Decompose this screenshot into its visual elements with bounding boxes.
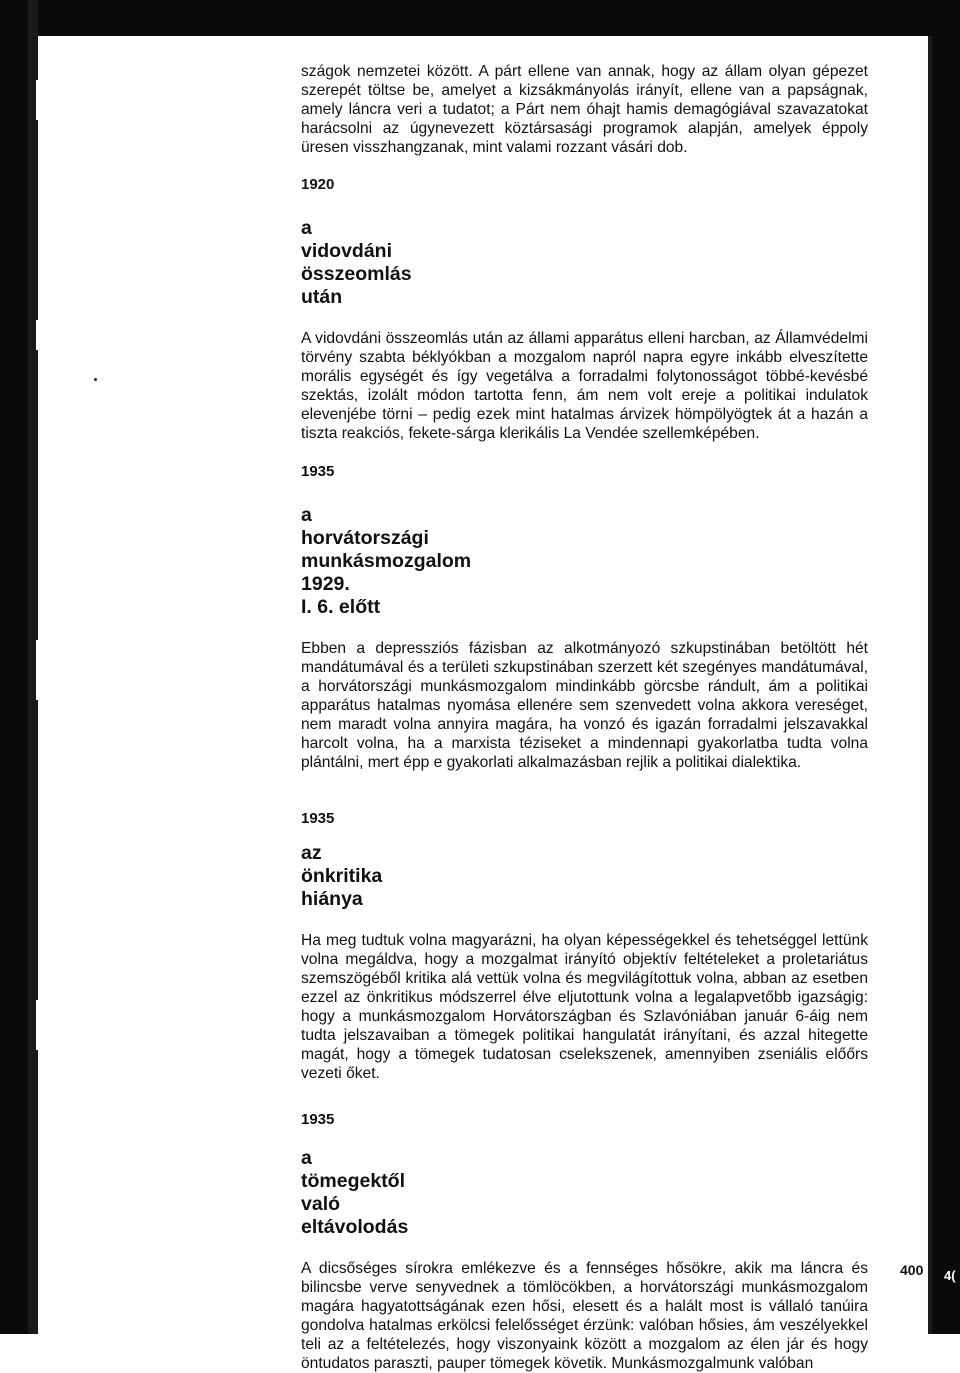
title-line: hiánya [301,888,363,910]
title-line: önkritika [301,865,383,887]
section-year: 1935 [301,1111,335,1128]
section-year: 1935 [301,810,335,827]
intro-paragraph: szágok nemzetei között. A párt ellene van annak, hogy az állam olyan gépezet szerepét töltse be, amelyet a kizsákmányolás irányít, ellene van a papságnak, amely láncra veri a tudatot; a Párt nem óhajt hamis demagógiával szavazatokat harácsolni az úgynevezett köztársasági programok alapján, amelyek éppoly üresen visszhangzanak, mint valami rozzant vásári dob. [301,63,868,156]
section-title [301,1147,868,1239]
title-line: horvátországi [301,527,429,549]
title-line: a [301,504,312,526]
title-line: 1929. [301,573,350,595]
section-body: Ha meg tudtuk volna magyarázni, ha olyan képességekkel és tehetséggel lettünk volna megáldva, hogy a mozgalmat irányító objektív feltételeket a proletariátus szemszögéből kritika alá vettük volna és megvilágítottuk volna, abban az esetben ezzel az önkritikus módszerrel élve eljutottunk volna a legalapvetőbb igazságig: hogy a munkásmozgalom Horvátországban és Szlavóniában január 6-áig nem tudta jelszavaiban a tömegek politikai hangulatát irányítani, és azzal hitegette magát, hogy a tömegek tudatosan cselekszenek, amennyiben zseniális előőrs vezeti őket. [301,932,868,1082]
section-body: Ebben a depressziós fázisban az alkotmányozó szkupstinában betöltött hét mandátumával és a területi szkupstinában szerzett két szegényes mandátumával, a horvátországi munkásmozgalom mindinkább görcsbe rándult, ám a politikai apparátus hatalmas nyomása ellenére sem szenvedett volna akkora vereséget, nem maradt volna annyira magára, ha vonzó és igazán forradalmi jelszavakkal harcolt volna, ha a marxista téziseket a mindennapi gyakorlatba tudta volna plántálni, mert épp e gyakorlati alkalmazásban rejlik a politikai dialektika. [301,640,868,771]
title-line: a [301,1147,312,1169]
scan-notch [36,320,42,350]
text-column [301,62,868,1373]
title-line: a [301,217,312,239]
title-line: való [301,1193,341,1215]
section-body: A dicsőséges sírokra emlékezve és a fennséges hősökre, akik ma láncra és bilincsbe verve senyvednek a tömlöcökben, a horvátországi munkásmozgalom magára hagyatottságának ezen hősi, elesett és a halált most is vállaló tanúira gondolva hatalmas erkölcsi felelősséget érzünk: valóban hősies, ám veszélyekkel teli az a feltételezés, hogy viszonyaink között a mozgalom az élen jár és hogy öntudatos paraszti, pauper tömegek követik. Munkásmozgalmunk valóban [301,1260,868,1372]
page-fold-line [928,36,932,1334]
scan-notch [36,80,42,120]
section-title [301,842,868,911]
section-year: 1935 [301,463,335,480]
title-line: tömegektől [301,1170,406,1192]
section-title [301,504,868,619]
title-line: I. 6. előtt [301,596,381,618]
section-body: A vidovdáni összeomlás után az állami apparátus elleni harcban, az Államvédelmi törvény szabta béklyókban a mozgalom napról napra egyre inkább elveszítette morális egységét és így vegetálva a forradalmi folytonosságot többé-kevésbé szektás, izolált módon tartotta fenn, ám nem volt ereje a politikai indulatok elevenjébe törni – pedig ezek mint hatalmas árvizek hömpölyögtek át a hazán a tiszta reakciós, fekete-sárga klerikális La Vendée szellemképében. [301,330,868,442]
scan-notch [36,640,42,700]
section-year: 1920 [301,176,335,193]
page-number: 400 [900,1262,924,1278]
scan-speck [94,378,97,381]
section-2 [301,463,868,772]
scan-edge-right [932,0,960,1334]
section-title [301,217,868,309]
scan-notch [36,1000,42,1050]
section-1 [301,176,868,443]
scan-edge-top [0,0,960,36]
title-line: eltávolodás [301,1216,409,1238]
title-line: az [301,842,322,864]
scan-edge-left [0,0,28,1334]
title-line: vidovdáni [301,240,393,262]
section-3 [301,810,868,1083]
title-line: munkásmozgalom [301,550,472,572]
title-line: után [301,286,343,308]
title-line: összeomlás [301,263,412,285]
next-page-number: 4( [944,1268,956,1283]
